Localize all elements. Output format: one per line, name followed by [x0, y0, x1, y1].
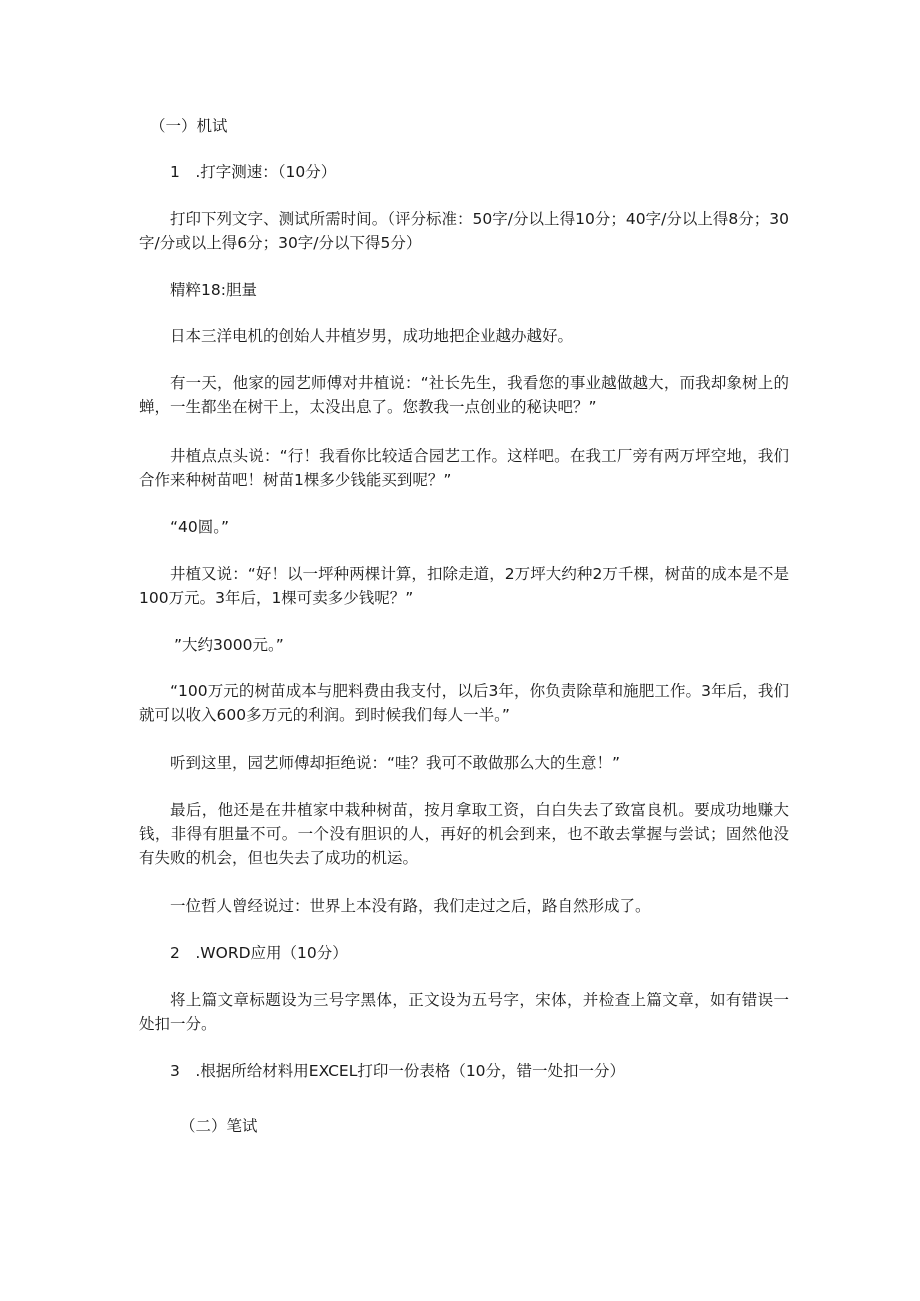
section-heading-machine-test: （一）机试 — [150, 117, 228, 135]
article-paragraph: 一位哲人曾经说过：世界上本没有路，我们走过之后，路自然形成了。 — [170, 897, 651, 915]
item-1-description: 打印下列文字、测试所需时间。（评分标准：50字/分以上得10分；40字/分以上得8分；30字/分或以上得6分；30字/分以下得5分） — [139, 210, 789, 252]
article-paragraph: 日本三洋电机的创始人井植岁男，成功地把企业越办越好。 — [170, 327, 574, 345]
item-2-description: 将上篇文章标题设为三号字黑体，正文设为五号字，宋体，并检查上篇文章，如有错误一处扣一分。 — [139, 991, 789, 1033]
article-title: 精粹18:胆量 — [170, 281, 257, 299]
item-3-title: 3 .根据所给材料用EXCEL打印一份表格（10分，错一处扣一分） — [170, 1062, 626, 1080]
article-paragraph: 最后，他还是在井植家中栽种树苗，按月拿取工资，白白失去了致富良机。要成功地赚大钱，非得有胆量不可。一个没有胆识的人，再好的机会到来，也不敢去掌握与尝试；固然他没有失败的机会，但也失去了成功的机运。 — [139, 801, 789, 867]
article-paragraph: 井植又说：“好！以一坪种两棵计算，扣除走道，2万坪大约种2万千棵，树苗的成本是不是100万元。3年后，1棵可卖多少钱呢？” — [139, 565, 789, 607]
article-paragraph: 井植点点头说：“行！我看你比较适合园艺工作。这样吧。在我工厂旁有两万坪空地，我们合作来种树苗吧！树苗1棵多少钱能买到呢？” — [139, 447, 789, 489]
item-2-title: 2 .WORD应用（10分） — [170, 944, 348, 962]
article-paragraph: ”大约3000元。” — [174, 636, 284, 654]
section-heading-written-test: （二）笔试 — [180, 1117, 258, 1135]
item-1-title: 1 .打字测速：（10分） — [170, 163, 337, 181]
article-paragraph: “100万元的树苗成本与肥料费由我支付，以后3年，你负责除草和施肥工作。3年后，我们就可以收入600多万元的利润。到时候我们每人一半。” — [139, 682, 789, 724]
article-paragraph: 听到这里，园艺师傅却拒绝说：“哇？我可不敢做那么大的生意！” — [170, 754, 621, 772]
article-paragraph: 有一天，他家的园艺师傅对井植说：“社长先生，我看您的事业越做越大，而我却象树上的蝉，一生都坐在树干上，太没出息了。您教我一点创业的秘诀吧？” — [139, 374, 789, 416]
article-paragraph: “40圆。” — [170, 518, 230, 536]
